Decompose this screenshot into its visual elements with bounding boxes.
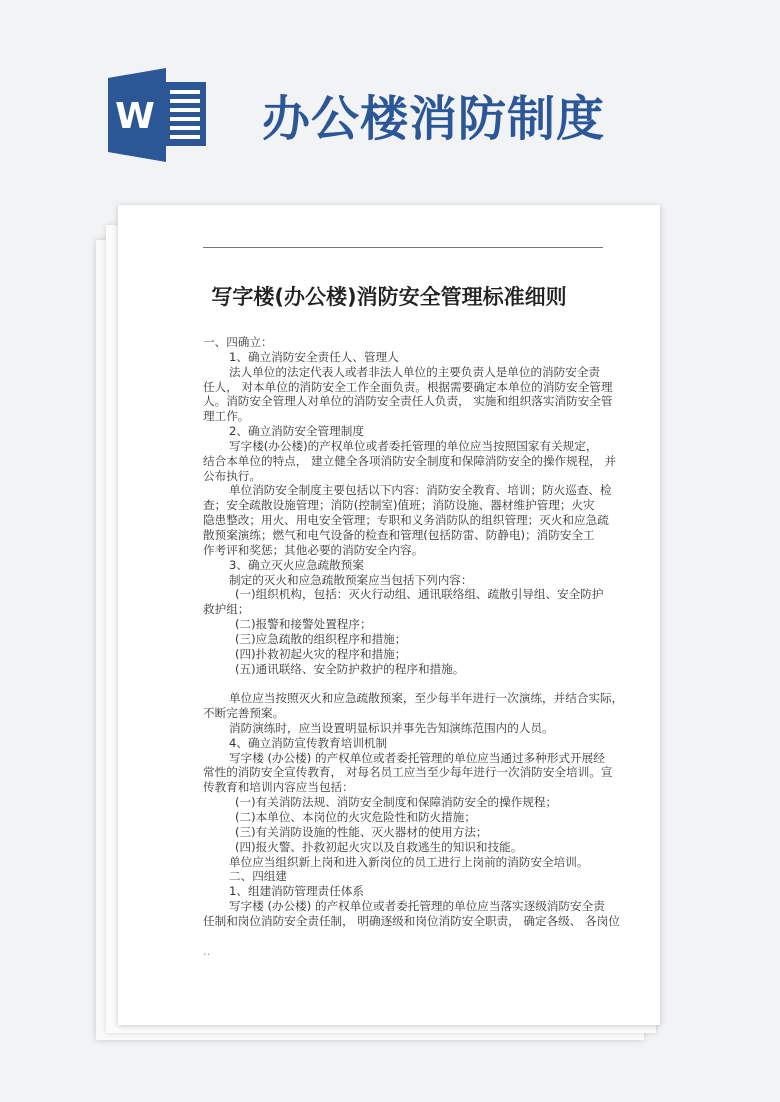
body-line: (二)本单位、本岗位的火灾危险性和防火措施； [235, 810, 476, 824]
document-title: 写字楼(办公楼)消防安全管理标准细则 [211, 285, 567, 309]
body-line: 1、组建消防管理责任体系 [229, 884, 364, 899]
body-line [203, 929, 607, 944]
body-line: (四)扑救初起火灾的程序和措施； [235, 646, 407, 661]
body-line: 任制和岗位消防安全责任制， 明确逐级和岗位消防安全职责， 确定各级、 各岗位 [203, 913, 620, 928]
body-line: (三)有关消防设施的性能、灭火器材的使用方法； [235, 824, 488, 839]
body-line: 4、确立消防宣传教育培训机制 [229, 735, 388, 750]
body-line: 二、四组建 [229, 869, 287, 884]
document-body [203, 335, 624, 958]
body-line: 写字楼 (办公楼) 的产权单位或者委托管理的单位应当通过多种形式开展经 [229, 750, 605, 765]
body-line: 法人单位的法定代表人或者非法人单位的主要负责人是单位的消防安全责 [229, 364, 601, 379]
body-line: 单位消防安全制度主要包括以下内容：消防安全教育、培训；防火巡查、检 [229, 483, 612, 498]
body-line: (一)组织机构，包括：灭火行动组、通讯联络组、疏散引导组、安全防护 [235, 587, 604, 602]
body-line: 传教育和培训内容应当包括： [203, 780, 354, 795]
body-line: 救护组； [203, 602, 250, 617]
body-line: 1、确立消防安全责任人、管理人 [229, 349, 399, 364]
body-line: 散预案演练；燃气和电气设备的检查和管理(包括防雷、防静电)；消防安全工 [203, 527, 595, 542]
body-line: 写字楼(办公楼)的产权单位或者委托管理的单位应当按照国家有关规定， [229, 438, 598, 453]
body-line: 单位应当按照灭火和应急疏散预案，至少每半年进行一次演练，并结合实际， [229, 691, 624, 706]
document-page [118, 205, 660, 1025]
body-line: (二)报警和接警处置程序； [235, 617, 372, 632]
body-line: (四)报火警、扑救初起火灾以及自救逃生的知识和技能。 [235, 839, 523, 854]
body-line: 一、四确立： [203, 335, 273, 349]
header-rule [203, 247, 603, 248]
body-line: (一)有关消防法规、消防安全制度和保障消防安全的操作规程； [235, 795, 558, 810]
body-line: 不断完善预案。 [203, 706, 285, 721]
body-line: (三)应急疏散的组织程序和措施； [235, 631, 407, 646]
body-line: 写字楼 (办公楼) 的产权单位或者委托管理的单位应当落实逐级消防安全责 [229, 899, 605, 914]
banner-title: 办公楼消防制度 [262, 91, 606, 147]
body-line: 查；安全疏散设施管理；消防(控制室)值班；消防设施、器材维护管理；火灾 [203, 498, 595, 513]
body-line: 2、确立消防安全管理制度 [229, 424, 364, 439]
body-line: 单位应当组织新上岗和进入新岗位的员工进行上岗前的消防安全培训。 [229, 854, 589, 869]
body-line: .. [203, 943, 211, 958]
body-line: 3、确立灭火应急疏散预案 [229, 557, 364, 572]
body-line: (五)通讯联络、安全防护救护的程序和措施。 [235, 661, 465, 676]
body-line: 任人， 对本单位的消防安全工作全面负责。根据需要确定本单位的消防安全管理 [203, 379, 613, 394]
body-line [203, 676, 607, 691]
body-line: 隐患整改；用火、用电安全管理；专职和义务消防队的组织管理；灭火和应急疏 [203, 513, 609, 528]
body-line: 消防演练时，应当设置明显标识并事先告知演练范围内的人员。 [229, 720, 554, 735]
body-line: 人。消防安全管理人对单位的消防安全责任人负责， 实施和组织落实消防安全管 [203, 394, 613, 409]
body-line: 结合本单位的特点， 建立健全各项消防安全制度和保障消防安全的操作规程， 并 [203, 453, 617, 468]
body-line: 理工作。 [203, 409, 250, 424]
svg-text:W: W [115, 96, 155, 137]
word-logo-icon [108, 68, 208, 162]
body-line: 公布执行。 [203, 468, 261, 483]
body-line: 作考评和奖惩；其他必要的消防安全内容。 [203, 542, 424, 557]
body-line: 制定的灭火和应急疏散预案应当包括下列内容： [229, 572, 473, 587]
body-line: 常性的消防安全宣传教育， 对每名员工应当至少每年进行一次消防安全培训。宣 [203, 765, 613, 780]
